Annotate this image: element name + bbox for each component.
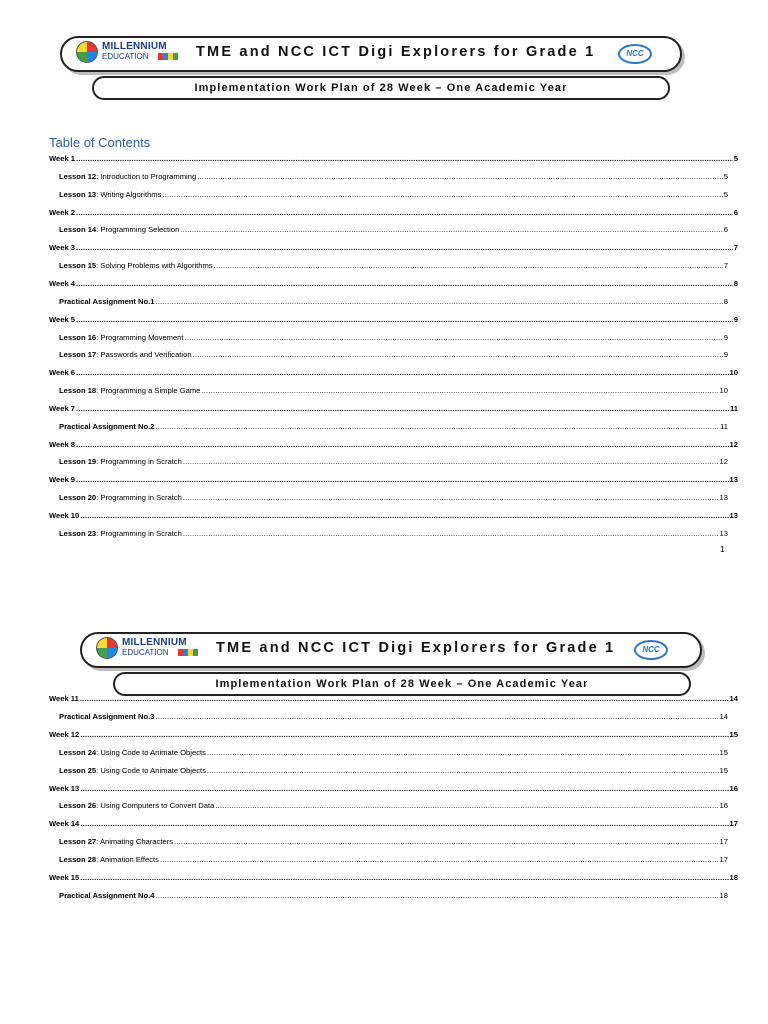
toc-page-number: 16 xyxy=(719,801,728,811)
toc-entry-title: : Writing Algorithms xyxy=(96,189,162,199)
toc-entry-label: Week 2 xyxy=(49,207,76,217)
toc-leader-dots xyxy=(214,261,723,270)
toc-lesson-entry[interactable] xyxy=(59,801,728,815)
toc-entry-label xyxy=(59,190,161,199)
toc-entry-title: : Animation Effects xyxy=(96,855,159,865)
toc-lesson-entry[interactable] xyxy=(59,190,728,204)
toc-lesson-entry[interactable] xyxy=(59,837,728,851)
toc-leader-dots xyxy=(193,350,723,359)
toc-leader-dots xyxy=(76,208,733,217)
toc-page-number: 17 xyxy=(729,819,738,829)
toc-entry-label xyxy=(59,350,192,359)
toc-page-number: 13 xyxy=(729,475,738,485)
toc-entry-lesson-number: Practical Assignment No.3 xyxy=(59,711,155,721)
toc-entry-label xyxy=(59,801,214,810)
toc-week-entry[interactable] xyxy=(49,279,738,293)
toc-page-number: 15 xyxy=(719,747,728,757)
toc-leader-dots xyxy=(180,225,722,234)
toc-page-number: 6 xyxy=(733,207,738,217)
toc-leader-dots xyxy=(183,457,719,466)
toc-leader-dots xyxy=(80,819,728,828)
toc-leader-dots xyxy=(156,712,719,721)
toc-page-number: 10 xyxy=(729,368,738,378)
toc-week-entry[interactable] xyxy=(49,404,738,418)
toc-entry-title: : Programming in Scratch xyxy=(96,528,182,538)
toc-page-number: 5 xyxy=(723,189,728,199)
toc-week-entry[interactable] xyxy=(49,511,738,525)
toc-entry-label xyxy=(59,172,196,181)
toc-week-entry[interactable] xyxy=(49,475,738,489)
toc-entry-lesson-number: Lesson 26 xyxy=(59,801,97,811)
globe-icon xyxy=(76,41,98,63)
millennium-logo xyxy=(96,637,186,665)
toc-leader-dots xyxy=(197,172,723,181)
toc-entry-label: Week 15 xyxy=(49,873,80,882)
toc-week-entry[interactable] xyxy=(49,243,738,257)
toc-entry-title: : Introduction to Programming xyxy=(96,171,197,181)
toc-entry-lesson-number: Lesson 16 xyxy=(59,332,97,342)
toc-leader-dots xyxy=(76,154,733,163)
logo-line2: EDUCATION xyxy=(122,648,169,657)
toc-entry-lesson-number: Lesson 24 xyxy=(59,747,97,757)
toc-leader-dots xyxy=(174,837,719,846)
toc-entry-label: Week 9 xyxy=(49,475,76,485)
toc-week-entry[interactable] xyxy=(49,440,738,454)
toc-entry-lesson-number: Lesson 19 xyxy=(59,457,97,467)
toc-leader-dots xyxy=(80,730,728,739)
toc-leader-dots xyxy=(207,748,719,757)
toc-entry-label xyxy=(59,386,200,395)
logo-line2: EDUCATION xyxy=(102,52,149,61)
header-banner xyxy=(80,632,702,668)
toc-lesson-entry[interactable] xyxy=(59,457,728,471)
toc-entry-title: : Programming in Scratch xyxy=(96,457,182,467)
toc-entry-lesson-number: Practical Assignment No.2 xyxy=(59,421,155,431)
toc-page-number: 15 xyxy=(729,729,738,739)
toc-leader-dots xyxy=(76,475,729,484)
toc-lesson-entry[interactable] xyxy=(59,891,728,905)
toc-leader-dots xyxy=(76,243,733,252)
toc-page-number: 17 xyxy=(719,855,728,865)
toc-page-number: 17 xyxy=(719,837,728,847)
toc-leader-dots xyxy=(76,315,733,324)
toc-entry-label: Week 8 xyxy=(49,439,76,449)
flag-icon xyxy=(178,649,198,656)
toc-page-number: 12 xyxy=(729,439,738,449)
toc-entry-lesson-number: Lesson 20 xyxy=(59,493,97,503)
toc-entry-label xyxy=(59,712,155,721)
toc-entry-label: Week 6 xyxy=(49,368,76,378)
toc-lesson-entry[interactable] xyxy=(59,261,728,275)
toc-entry-label: Week 14 xyxy=(49,819,80,829)
toc-entry-lesson-number: Lesson 27 xyxy=(59,837,97,847)
toc-page-number: 6 xyxy=(723,225,728,235)
toc-page-number: 13 xyxy=(719,493,728,503)
toc-page-number: 12 xyxy=(719,457,728,467)
toc-leader-dots xyxy=(207,766,719,775)
toc-leader-dots xyxy=(156,297,723,306)
flag-icon xyxy=(158,53,178,60)
header-title: TME and NCC ICT Digi Explorers for Grade 1 xyxy=(216,640,616,656)
toc-entry-lesson-number: Lesson 23 xyxy=(59,528,97,538)
toc-entry-label xyxy=(59,766,206,775)
toc-entry-label: Week 1 xyxy=(49,154,76,163)
toc-entry-label xyxy=(59,855,159,864)
toc-lesson-entry[interactable] xyxy=(59,333,728,347)
toc-lesson-entry[interactable] xyxy=(59,748,728,762)
header-title: TME and NCC ICT Digi Explorers for Grade 1 xyxy=(196,44,596,60)
toc-entry-label xyxy=(59,891,155,900)
toc-lesson-entry[interactable] xyxy=(59,172,728,186)
toc-leader-dots xyxy=(76,279,733,288)
toc-heading: Table of Contents xyxy=(49,135,151,150)
toc-lesson-entry[interactable] xyxy=(59,855,728,869)
toc-page-number: 14 xyxy=(729,694,738,703)
toc-entry-lesson-number: Lesson 15 xyxy=(59,261,97,271)
toc-entry-label: Week 10 xyxy=(49,511,80,520)
toc-lesson-entry[interactable] xyxy=(59,422,728,436)
toc-page-number: 5 xyxy=(733,154,738,163)
toc-leader-dots xyxy=(183,529,719,538)
toc-leader-dots xyxy=(76,368,729,377)
toc-entry-label xyxy=(59,493,182,502)
page-2 xyxy=(0,600,768,1024)
toc-entry-lesson-number: Practical Assignment No.1 xyxy=(59,296,155,306)
toc-entry-label: Week 11 xyxy=(49,694,79,703)
toc-entry-lesson-number: Practical Assignment No.4 xyxy=(59,890,155,900)
toc-page-number: 18 xyxy=(719,890,728,900)
toc-entry-label xyxy=(59,297,155,306)
toc-entry-label: Week 3 xyxy=(49,243,76,253)
toc-leader-dots xyxy=(80,511,728,520)
toc-lesson-entry[interactable] xyxy=(59,350,728,364)
toc-lesson-entry[interactable] xyxy=(59,297,728,311)
toc-entry-lesson-number: Lesson 25 xyxy=(59,765,97,775)
toc-entry-title: : Programming Selection xyxy=(96,225,180,235)
toc-entry-lesson-number: Lesson 13 xyxy=(59,189,97,199)
toc-entry-label xyxy=(59,529,182,538)
toc-page-number: 9 xyxy=(723,350,728,360)
toc-page-number: 11 xyxy=(720,421,728,431)
toc-page-number: 7 xyxy=(723,261,728,271)
toc-entry-label: Week 4 xyxy=(49,278,76,288)
toc-entry-lesson-number: Lesson 17 xyxy=(59,350,97,360)
toc-leader-dots xyxy=(156,891,719,900)
toc-entry-title: : Using Code to Animate Objects xyxy=(96,765,206,775)
toc-entry-title: : Using Code to Animate Objects xyxy=(96,747,206,757)
globe-icon xyxy=(96,637,118,659)
toc-leader-dots xyxy=(162,190,722,199)
toc-page-number: 7 xyxy=(733,243,738,253)
toc-week-entry[interactable] xyxy=(49,784,738,798)
toc-entry-label xyxy=(59,261,213,270)
subtitle-bar: Implementation Work Plan of 28 Week – One Academic Year xyxy=(113,672,691,696)
toc-lesson-entry[interactable] xyxy=(59,386,728,400)
toc-leader-dots xyxy=(80,784,728,793)
toc-lesson-entry[interactable] xyxy=(59,529,728,543)
logo-line1: MILLENNIUM xyxy=(102,41,167,52)
toc-entry-label: Week 5 xyxy=(49,314,76,324)
ncc-logo: NCC xyxy=(634,640,668,660)
toc-leader-dots xyxy=(201,386,718,395)
toc-page-number: 13 xyxy=(719,528,728,538)
toc-leader-dots xyxy=(76,440,729,449)
header-banner xyxy=(60,36,682,72)
toc-week-entry[interactable] xyxy=(49,873,738,887)
toc-leader-dots xyxy=(76,404,729,413)
toc-entry-label xyxy=(59,333,184,342)
toc-leader-dots xyxy=(183,493,719,502)
toc-page-number: 9 xyxy=(723,332,728,342)
toc-page-number: 11 xyxy=(729,403,738,413)
toc-page-number: 18 xyxy=(729,873,738,882)
millennium-logo xyxy=(76,41,166,69)
toc-entry-title: : Passwords and Verification xyxy=(96,350,192,360)
toc-lesson-entry[interactable] xyxy=(59,493,728,507)
toc-lesson-entry[interactable] xyxy=(59,712,728,726)
toc-page-number: 8 xyxy=(723,296,728,306)
logo-line1: MILLENNIUM xyxy=(122,637,187,648)
toc-lesson-entry[interactable] xyxy=(59,225,728,239)
toc-entry-label xyxy=(59,457,182,466)
toc-entry-label xyxy=(59,225,179,234)
toc-week-entry[interactable] xyxy=(49,315,738,329)
toc-leader-dots xyxy=(160,855,719,864)
toc-entry-title: : Programming in Scratch xyxy=(96,493,182,503)
toc-week-entry[interactable] xyxy=(49,368,738,382)
toc-entry-title: : Solving Problems with Algorithms xyxy=(96,261,213,271)
toc-week-entry[interactable] xyxy=(49,730,738,744)
toc-entry-lesson-number: Lesson 12 xyxy=(59,171,97,181)
toc-entry-title: : Using Computers to Convert Data xyxy=(96,801,215,811)
toc-week-entry[interactable] xyxy=(49,819,738,833)
toc-week-entry[interactable] xyxy=(49,154,738,168)
toc-entry-label: Week 12 xyxy=(49,729,80,739)
toc-page-number: 10 xyxy=(719,386,728,396)
toc-entry-title: : Programming a Simple Game xyxy=(96,386,201,396)
toc-entry-label: Week 7 xyxy=(49,403,76,413)
toc-entry-lesson-number: Lesson 14 xyxy=(59,225,97,235)
toc-page-number: 8 xyxy=(733,278,738,288)
toc-week-entry[interactable] xyxy=(49,208,738,222)
ncc-logo: NCC xyxy=(618,44,652,64)
toc-entry-lesson-number: Lesson 28 xyxy=(59,855,97,865)
toc-lesson-entry[interactable] xyxy=(59,766,728,780)
toc-entry-label xyxy=(59,422,155,431)
page-number: 1 xyxy=(720,545,725,554)
subtitle-bar: Implementation Work Plan of 28 Week – One Academic Year xyxy=(92,76,670,100)
toc-leader-dots xyxy=(80,873,728,882)
toc-leader-dots xyxy=(80,694,729,703)
toc-page-number: 5 xyxy=(723,171,728,181)
toc-leader-dots xyxy=(185,333,723,342)
toc-page-number: 15 xyxy=(719,765,728,775)
toc-entry-title: : Animating Characters xyxy=(96,837,173,847)
toc-entry-label xyxy=(59,748,206,757)
toc-leader-dots xyxy=(215,801,718,810)
toc-page-number: 13 xyxy=(729,511,738,520)
toc-week-entry[interactable] xyxy=(49,694,738,708)
toc-page-number: 9 xyxy=(733,314,738,324)
toc-entry-label xyxy=(59,837,173,846)
toc-leader-dots xyxy=(156,422,720,431)
toc-entry-label: Week 13 xyxy=(49,783,80,793)
toc-page-number: 14 xyxy=(719,711,728,721)
toc-page-number: 16 xyxy=(729,783,738,793)
toc-entry-lesson-number: Lesson 18 xyxy=(59,386,97,396)
toc-entry-title: : Programming Movement xyxy=(96,332,184,342)
